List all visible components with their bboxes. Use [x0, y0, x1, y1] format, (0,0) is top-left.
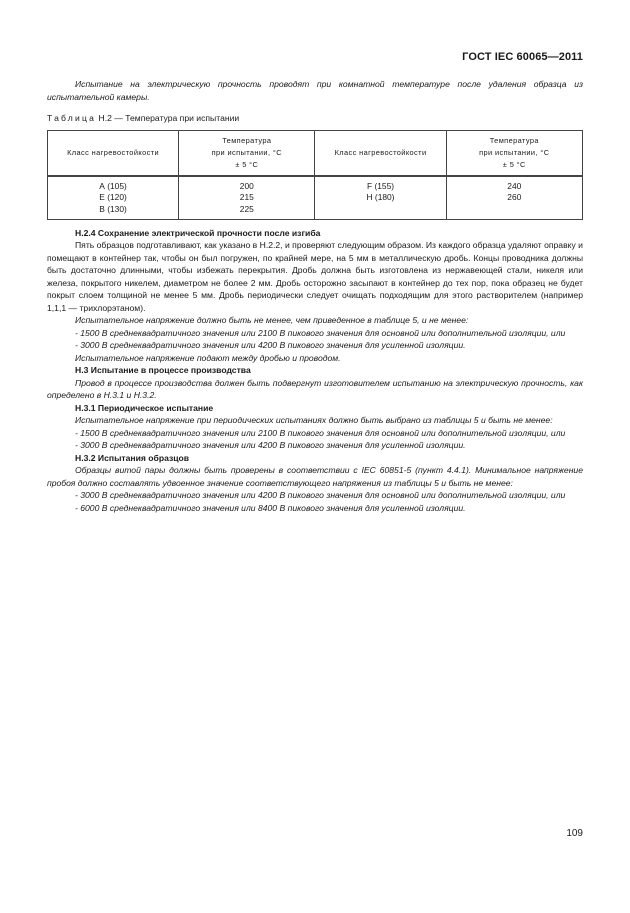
table-caption-label: Таблица — [47, 113, 97, 123]
page-content — [47, 78, 583, 514]
paragraph: Испытательное напряжение подают между дробью и проводом. — [75, 352, 341, 363]
paragraph: Образцы витой пары должны быть проверены в соответствии с IEC 60851-5 (пункт 4.4.1). Минимальное напряжение пробоя должно составлять удвоенное значение соответствующего напряжения из таблицы 5 и быть не менее: — [47, 465, 583, 488]
intro-paragraph: Испытание на электрическую прочность проводят при комнатной температуре после удаления образца из испытательной камеры. — [47, 79, 583, 102]
temp-header-line-1: Температура — [489, 135, 539, 145]
section-heading: Н.3 Испытание в процессе производства — [75, 365, 251, 376]
col-header-class-right: Класс нагревостойкости — [315, 130, 446, 176]
temp-header-line-3: ± 5 °С — [502, 159, 526, 169]
cell-value: 260 — [507, 192, 522, 203]
table-caption-text: Н.2 — Температура при испытании — [98, 113, 240, 123]
cell-temp-right — [446, 176, 582, 220]
cell-value: В (130) — [99, 204, 127, 215]
table-header-row — [48, 130, 583, 176]
temp-header-line-1: Температура — [222, 135, 272, 145]
col-header-temp-left — [179, 130, 315, 176]
paragraph: Испытательное напряжение должно быть не менее, чем приведенное в таблице 5, и не менее: — [75, 315, 469, 326]
cell-value: Н (180) — [366, 192, 395, 203]
cell-temp-left — [179, 176, 315, 220]
table-row — [48, 176, 583, 220]
cell-value: 240 — [507, 180, 522, 191]
document-code: ГОСТ IEC 60065—2011 — [462, 51, 583, 63]
cell-class-left — [48, 176, 179, 220]
temp-header-line-2: при испытании, °С — [211, 147, 282, 157]
paragraph: Испытательное напряжение при периодических испытаниях должно быть выбрано из таблицы 5 и быть не менее: — [75, 415, 553, 426]
section-heading: Н.3.1 Периодическое испытание — [75, 402, 214, 413]
list-item: - 6000 В среднеквадратичного значения или 8400 В пикового значения для усиленной изоляции. — [75, 502, 466, 513]
paragraph: Пять образцов подготавливают, как указано в Н.2.2, и проверяют следующим образом. Из каждого образца удаляют оправку и помещают в контейнер так, чтобы он был погружен, по крайней мере, на 5 мм в металлическую дробь. Концы проводника должны быть достаточно длинными, чтобы избежать перекрытия. Дробь должна быть изготовлена из нержавеющей стали, никеля или железа, покрытого никелем, диаметром не более 2 мм. Дробь осторожно засыпают в контейнер до тех пор, пока образец не будет покрыт слоем толщиной не менее 5 мм. Дробь периодически следует очищать подходящим для этого растворителем (например 1,1,1 — трихлорэтаном). — [47, 240, 583, 313]
list-item: - 3000 В среднеквадратичного значения или 4200 В пикового значения для усиленной изоляции. — [75, 440, 466, 451]
paragraph: Провод в процессе производства должен быть подвергнут изготовителем испытанию на электрическую прочность, как определено в Н.3.1 и Н.3.2. — [47, 377, 583, 401]
test-temperature-table — [47, 130, 583, 220]
cell-value: 215 — [239, 192, 254, 203]
section-heading: Н.3.2 Испытания образцов — [75, 452, 190, 463]
list-item: - 1500 В среднеквадратичного значения или 2100 В пикового значения для основной или дополнительной изоляции, или — [75, 427, 566, 438]
temp-header-line-2: при испытании, °С — [479, 147, 550, 157]
list-item: - 1500 В среднеквадратичного значения или 2100 В пикового значения для основной или дополнительной изоляции, или — [75, 327, 566, 338]
list-item: - 3000 В среднеквадратичного значения или 4200 В пикового значения для усиленной изоляции. — [75, 340, 466, 351]
table-caption — [47, 112, 583, 125]
col-header-class-left: Класс нагревостойкости — [48, 130, 179, 176]
temp-header-line-3: ± 5 °С — [235, 159, 259, 169]
cell-value: 200 — [239, 180, 254, 191]
list-item: - 3000 В среднеквадратичного значения или 4200 В пикового значения для основной или дополнительной изоляции, или — [75, 490, 566, 501]
cell-class-right — [315, 176, 446, 220]
cell-value: А (105) — [99, 180, 127, 191]
col-header-temp-right — [446, 130, 582, 176]
page-number: 109 — [566, 828, 583, 839]
cell-value: F (155) — [367, 180, 395, 191]
cell-value: Е (120) — [99, 192, 127, 203]
cell-value: 225 — [239, 204, 254, 215]
section-heading: Н.2.4 Сохранение электрической прочности после изгиба — [75, 227, 321, 238]
